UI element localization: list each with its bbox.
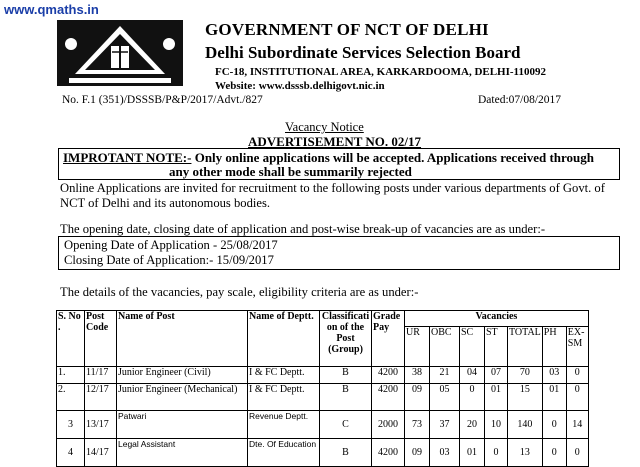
- document-date: Dated:07/08/2017: [478, 94, 562, 106]
- vacancy-notice-title: Vacancy Notice: [285, 120, 364, 134]
- header-post-code: Post Code: [85, 311, 117, 367]
- table-row: [57, 367, 589, 384]
- cell-sc: 0: [460, 384, 485, 411]
- cell-sno: 3: [57, 411, 85, 439]
- site-watermark: www.qmaths.in: [4, 2, 99, 17]
- header-sc: SC: [460, 327, 485, 367]
- cell-ph: 03: [542, 367, 566, 384]
- cell-ur: 73: [405, 411, 430, 439]
- cell-st: 0: [485, 439, 508, 467]
- header-name-of-post: Name of Post: [117, 311, 248, 367]
- cell-exsm: 14: [566, 411, 588, 439]
- cell-obc: 21: [430, 367, 460, 384]
- cell-sno: 2.: [57, 384, 85, 411]
- cell-exsm: 0: [566, 367, 588, 384]
- cell-ur: 38: [405, 367, 430, 384]
- cell-dept: Revenue Deptt.: [248, 411, 320, 439]
- header-ph: PH: [542, 327, 566, 367]
- important-note-label: IMPROTANT NOTE:-: [63, 150, 192, 165]
- header-name-of-deptt: Name of Deptt.: [248, 311, 320, 367]
- cell-code: 11/17: [85, 367, 117, 384]
- header-obc: OBC: [430, 327, 460, 367]
- application-dates-box: [58, 236, 620, 270]
- header-classification: Classificati on of the Post (Group): [320, 311, 372, 367]
- cell-ph: 01: [542, 384, 566, 411]
- cell-ur: 09: [405, 384, 430, 411]
- cell-group: B: [320, 367, 372, 384]
- cell-st: 10: [485, 411, 508, 439]
- cell-group: B: [320, 439, 372, 467]
- cell-ph: 0: [542, 411, 566, 439]
- table-row: [57, 384, 589, 411]
- header-grade-pay: Grade Pay: [372, 311, 405, 367]
- cell-grade-pay: 4200: [372, 367, 405, 384]
- cell-code: 13/17: [85, 411, 117, 439]
- vacancy-table: [56, 310, 589, 467]
- cell-total: 13: [508, 439, 543, 467]
- cell-sc: 04: [460, 367, 485, 384]
- cell-exsm: 0: [566, 439, 588, 467]
- header-ur: UR: [405, 327, 430, 367]
- cell-dept: Dte. Of Education: [248, 439, 320, 467]
- cell-sno: 1.: [57, 367, 85, 384]
- cell-total: 15: [508, 384, 543, 411]
- cell-st: 07: [485, 367, 508, 384]
- important-note-box: [58, 148, 620, 180]
- dsssb-logo-seal: [55, 18, 185, 88]
- header-exsm: EX-SM: [566, 327, 588, 367]
- cell-post: Junior Engineer (Mechanical): [117, 384, 248, 411]
- cell-grade-pay: 4200: [372, 384, 405, 411]
- closing-date: Closing Date of Application:- 15/09/2017: [64, 253, 274, 267]
- reference-number: No. F.1 (351)/DSSSB/P&P/2017/Advt./827: [62, 94, 263, 106]
- header-government: GOVERNMENT OF NCT OF DELHI: [205, 20, 489, 39]
- cell-group: C: [320, 411, 372, 439]
- cell-grade-pay: 2000: [372, 411, 405, 439]
- cell-obc: 37: [430, 411, 460, 439]
- cell-dept: I & FC Deptt.: [248, 384, 320, 411]
- cell-post: Patwari: [117, 411, 248, 439]
- cell-obc: 05: [430, 384, 460, 411]
- advertisement-number: ADVERTISEMENT NO. 02/17: [248, 134, 422, 149]
- header-address: FC-18, INSTITUTIONAL AREA, KARKARDOOMA, DELHI-110092: [215, 66, 546, 78]
- cell-total: 70: [508, 367, 543, 384]
- vacancy-details-intro: The details of the vacancies, pay scale, eligibility criteria are as under:-: [60, 285, 419, 299]
- table-row: [57, 411, 589, 439]
- cell-st: 01: [485, 384, 508, 411]
- cell-exsm: 0: [566, 384, 588, 411]
- cell-total: 140: [508, 411, 543, 439]
- cell-sc: 20: [460, 411, 485, 439]
- opening-date: Opening Date of Application - 25/08/2017: [64, 238, 278, 252]
- cell-dept: I & FC Deptt.: [248, 367, 320, 384]
- table-row: [57, 439, 589, 467]
- cell-code: 14/17: [85, 439, 117, 467]
- cell-sno: 4: [57, 439, 85, 467]
- important-note-text1: Only online applications will be accepted. Applications received through: [191, 150, 595, 165]
- cell-obc: 03: [430, 439, 460, 467]
- header-vacancies: Vacancies: [405, 311, 589, 327]
- cell-post: Junior Engineer (Civil): [117, 367, 248, 384]
- intro-paragraph: Online Applications are invited for recruitment to the following posts under various departments of Govt. of NCT of Delhi and its autonomous bodies.: [60, 181, 605, 210]
- cell-group: B: [320, 384, 372, 411]
- header-board-name: Delhi Subordinate Services Selection Board: [205, 43, 521, 62]
- cell-code: 12/17: [85, 384, 117, 411]
- important-note-line2: any other mode shall be summarily rejected: [169, 164, 412, 179]
- header-website: Website: www.dsssb.delhigovt.nic.in: [215, 80, 385, 92]
- header-st: ST: [485, 327, 508, 367]
- dates-intro-paragraph: The opening date, closing date of application and post-wise break-up of vacancies are as under:-: [60, 222, 546, 236]
- cell-ur: 09: [405, 439, 430, 467]
- header-total: TOTAL: [508, 327, 543, 367]
- header-sno: S. No .: [57, 311, 85, 367]
- cell-grade-pay: 4200: [372, 439, 405, 467]
- cell-sc: 01: [460, 439, 485, 467]
- cell-ph: 0: [542, 439, 566, 467]
- cell-post: Legal Assistant: [117, 439, 248, 467]
